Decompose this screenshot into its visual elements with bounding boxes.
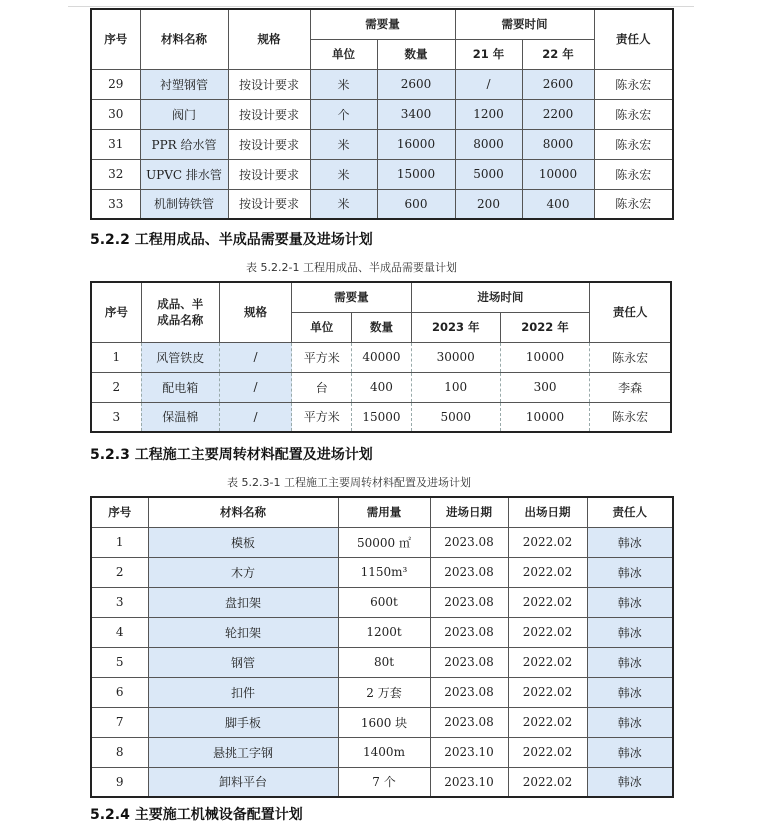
section-heading-522: 5.2.2 工程用成品、半成品需要量及进场计划 — [90, 232, 373, 248]
header-time: 需要时间 — [455, 9, 594, 39]
table-row — [91, 159, 673, 189]
cell-out-date: 2022.02 — [508, 647, 587, 677]
cell-in-date: 2023.08 — [430, 707, 508, 737]
cell-amount: 1200t — [338, 617, 430, 647]
table-row — [91, 372, 671, 402]
cell-no: 3 — [91, 587, 148, 617]
cell-y2023: 5000 — [411, 402, 500, 432]
section-heading-523: 5.2.3 工程施工主要周转材料配置及进场计划 — [90, 447, 373, 463]
cell-name: 衬塑钢管 — [140, 69, 228, 99]
cell-no: 2 — [91, 372, 141, 402]
cell-qty: 3400 — [377, 99, 455, 129]
cell-spec: / — [219, 372, 291, 402]
cell-no: 5 — [91, 647, 148, 677]
table-row — [91, 189, 673, 219]
table-row — [91, 737, 673, 767]
cell-name: 配电箱 — [141, 372, 219, 402]
cell-qty: 2600 — [377, 69, 455, 99]
cell-amount: 1600 块 — [338, 707, 430, 737]
cell-no: 7 — [91, 707, 148, 737]
cell-y2023: 30000 — [411, 342, 500, 372]
cell-in-date: 2023.10 — [430, 767, 508, 797]
cell-out-date: 2022.02 — [508, 557, 587, 587]
cell-spec: 按设计要求 — [228, 189, 310, 219]
cell-unit: 个 — [310, 99, 377, 129]
cell-in-date: 2023.08 — [430, 647, 508, 677]
cell-y2022: 300 — [500, 372, 589, 402]
table-row — [91, 707, 673, 737]
cell-name: 扣件 — [148, 677, 338, 707]
header-no: 序号 — [91, 282, 141, 342]
cell-spec: 按设计要求 — [228, 99, 310, 129]
table-row — [91, 647, 673, 677]
cell-amount: 600t — [338, 587, 430, 617]
table-caption-522: 表 5.2.2-1 工程用成品、半成品需要量计划 — [246, 261, 457, 274]
cell-owner: 陈永宏 — [594, 129, 673, 159]
header-owner: 责任人 — [587, 497, 673, 527]
cell-in-date: 2023.08 — [430, 617, 508, 647]
cell-out-date: 2022.02 — [508, 587, 587, 617]
cell-unit: 台 — [292, 372, 352, 402]
cell-qty: 400 — [352, 372, 411, 402]
cell-amount: 1400m — [338, 737, 430, 767]
cell-y21: 8000 — [455, 129, 522, 159]
cell-owner: 陈永宏 — [590, 402, 671, 432]
cell-out-date: 2022.02 — [508, 737, 587, 767]
cell-qty: 40000 — [352, 342, 411, 372]
header-y21: 21 年 — [455, 39, 522, 69]
header-no: 序号 — [91, 9, 140, 69]
table-row — [91, 99, 673, 129]
table-row — [91, 342, 671, 372]
cell-owner: 韩冰 — [587, 707, 673, 737]
cell-name: 脚手板 — [148, 707, 338, 737]
cell-no: 1 — [91, 527, 148, 557]
cell-no: 4 — [91, 617, 148, 647]
cell-owner: 韩冰 — [587, 647, 673, 677]
cell-y21: 200 — [455, 189, 522, 219]
cell-spec: / — [219, 402, 291, 432]
cell-owner: 陈永宏 — [594, 99, 673, 129]
cell-name: UPVC 排水管 — [140, 159, 228, 189]
cell-spec: 按设计要求 — [228, 69, 310, 99]
cell-y2022: 10000 — [500, 342, 589, 372]
cell-name: 悬挑工字钢 — [148, 737, 338, 767]
cell-name: 钢管 — [148, 647, 338, 677]
section-heading-524: 5.2.4 主要施工机械设备配置计划 — [90, 807, 303, 823]
turnover-materials-table — [90, 496, 674, 798]
cell-y22: 2600 — [522, 69, 594, 99]
cell-name: 木方 — [148, 557, 338, 587]
cell-owner: 李森 — [590, 372, 671, 402]
cell-out-date: 2022.02 — [508, 677, 587, 707]
cell-out-date: 2022.02 — [508, 617, 587, 647]
header-y2022: 2022 年 — [500, 312, 589, 342]
cell-out-date: 2022.02 — [508, 767, 587, 797]
header-name: 材料名称 — [148, 497, 338, 527]
cell-in-date: 2023.08 — [430, 677, 508, 707]
header-owner: 责任人 — [590, 282, 671, 342]
cell-name: PPR 给水管 — [140, 129, 228, 159]
cell-amount: 1150m³ — [338, 557, 430, 587]
finished-products-table — [90, 281, 672, 433]
cell-in-date: 2023.08 — [430, 557, 508, 587]
page-top-rule — [68, 6, 694, 7]
cell-owner: 陈永宏 — [594, 189, 673, 219]
table-row — [91, 129, 673, 159]
cell-y22: 400 — [522, 189, 594, 219]
table-row — [91, 767, 673, 797]
cell-no: 32 — [91, 159, 140, 189]
cell-no: 1 — [91, 342, 141, 372]
cell-no: 8 — [91, 737, 148, 767]
cell-qty: 600 — [377, 189, 455, 219]
table-row — [91, 677, 673, 707]
cell-owner: 韩冰 — [587, 677, 673, 707]
cell-owner: 韩冰 — [587, 767, 673, 797]
header-demand: 需要量 — [310, 9, 455, 39]
cell-no: 6 — [91, 677, 148, 707]
header-unit: 单位 — [292, 312, 352, 342]
cell-out-date: 2022.02 — [508, 527, 587, 557]
cell-owner: 韩冰 — [587, 737, 673, 767]
cell-owner: 韩冰 — [587, 617, 673, 647]
cell-qty: 16000 — [377, 129, 455, 159]
cell-spec: 按设计要求 — [228, 129, 310, 159]
cell-owner: 韩冰 — [587, 587, 673, 617]
cell-amount: 80t — [338, 647, 430, 677]
cell-in-date: 2023.08 — [430, 527, 508, 557]
cell-qty: 15000 — [377, 159, 455, 189]
cell-no: 3 — [91, 402, 141, 432]
cell-name: 轮扣架 — [148, 617, 338, 647]
cell-name: 风管铁皮 — [141, 342, 219, 372]
cell-name: 模板 — [148, 527, 338, 557]
cell-unit: 米 — [310, 129, 377, 159]
cell-no: 31 — [91, 129, 140, 159]
cell-in-date: 2023.10 — [430, 737, 508, 767]
header-amount: 需用量 — [338, 497, 430, 527]
header-out-date: 出场日期 — [508, 497, 587, 527]
table-row — [91, 557, 673, 587]
header-y2023: 2023 年 — [411, 312, 500, 342]
cell-no: 33 — [91, 189, 140, 219]
table-row — [91, 402, 671, 432]
header-no: 序号 — [91, 497, 148, 527]
cell-y21: / — [455, 69, 522, 99]
cell-unit: 米 — [310, 189, 377, 219]
table-row — [91, 587, 673, 617]
header-name: 材料名称 — [140, 9, 228, 69]
cell-no: 29 — [91, 69, 140, 99]
header-demand: 需要量 — [292, 282, 411, 312]
cell-name: 盘扣架 — [148, 587, 338, 617]
header-time: 进场时间 — [411, 282, 590, 312]
cell-unit: 平方米 — [292, 402, 352, 432]
cell-name: 卸料平台 — [148, 767, 338, 797]
cell-y21: 5000 — [455, 159, 522, 189]
cell-owner: 韩冰 — [587, 527, 673, 557]
header-spec: 规格 — [219, 282, 291, 342]
cell-owner: 陈永宏 — [590, 342, 671, 372]
cell-owner: 陈永宏 — [594, 69, 673, 99]
cell-unit: 米 — [310, 69, 377, 99]
header-unit: 单位 — [310, 39, 377, 69]
cell-amount: 7 个 — [338, 767, 430, 797]
cell-out-date: 2022.02 — [508, 707, 587, 737]
cell-in-date: 2023.08 — [430, 587, 508, 617]
table-row — [91, 69, 673, 99]
cell-no: 9 — [91, 767, 148, 797]
table-row — [91, 617, 673, 647]
cell-y22: 2200 — [522, 99, 594, 129]
table-row — [91, 527, 673, 557]
cell-name: 阀门 — [140, 99, 228, 129]
cell-amount: 2 万套 — [338, 677, 430, 707]
header-in-date: 进场日期 — [430, 497, 508, 527]
header-qty: 数量 — [377, 39, 455, 69]
table-caption-523: 表 5.2.3-1 工程施工主要周转材料配置及进场计划 — [227, 476, 471, 489]
header-owner: 责任人 — [594, 9, 673, 69]
cell-name: 保温棉 — [141, 402, 219, 432]
cell-spec: 按设计要求 — [228, 159, 310, 189]
cell-owner: 陈永宏 — [594, 159, 673, 189]
cell-no: 2 — [91, 557, 148, 587]
cell-y2022: 10000 — [500, 402, 589, 432]
cell-y21: 1200 — [455, 99, 522, 129]
cell-spec: / — [219, 342, 291, 372]
header-spec: 规格 — [228, 9, 310, 69]
cell-y22: 8000 — [522, 129, 594, 159]
cell-qty: 15000 — [352, 402, 411, 432]
cell-amount: 50000 ㎡ — [338, 527, 430, 557]
cell-y22: 10000 — [522, 159, 594, 189]
cell-y2023: 100 — [411, 372, 500, 402]
header-y22: 22 年 — [522, 39, 594, 69]
cell-unit: 平方米 — [292, 342, 352, 372]
cell-unit: 米 — [310, 159, 377, 189]
header-qty: 数量 — [352, 312, 411, 342]
header-name: 成品、半成品名称 — [141, 282, 219, 342]
cell-no: 30 — [91, 99, 140, 129]
cell-name: 机制铸铁管 — [140, 189, 228, 219]
materials-demand-table — [90, 8, 674, 220]
cell-owner: 韩冰 — [587, 557, 673, 587]
